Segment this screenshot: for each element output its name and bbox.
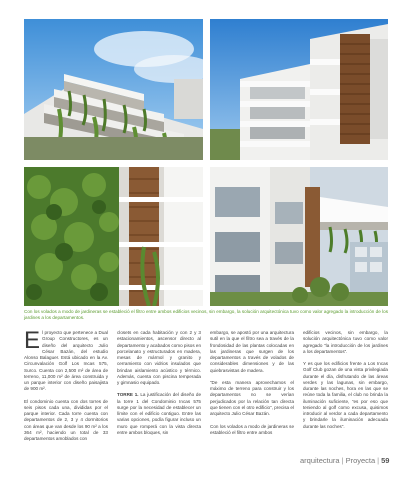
paragraph: closets en cada habitación y con 2 y 3 estacionamientos, ascensor directo al departamento y acabados como pisos en porcelanato y estructurados en madera, mesas de mármol y granito y cerramiento con vidrios insulados que brindan aislamiento acústico y térmico. Además, cuenta con piscina temperada y gimnasio equipado. — [117, 330, 202, 385]
footer-separator: | — [377, 456, 380, 465]
paragraph — [117, 392, 201, 436]
paragraph-text: La justificación del diseño de la torre 1 del Condominio Incas 575 surge por la necesidad de establecer un límite con el edificio contiguo. Entre las varias opciones, podía figurar incluso un muro que romperá con la vista directa entre ambos bloques, sin — [117, 392, 202, 435]
text-column-1 — [24, 327, 108, 449]
paragraph: El condominio cuenta con dos torres de seis pisos cada una, divididas por el parque interior. Cada torre cuenta con departamentos de 2, 3 y 4 dormitorios con áreas que van desde los 90 m² a los 364 m², haciendo un total de 33 departamentos amoblados con — [24, 398, 108, 442]
paragraph: Y es que los edificios frente a Los Incas Golf Club gozan de una vista privilegiada durante el día, disfrutando de las áreas verdes y las lagunas, sin embargo, durante las noches, hora en las que se reúne toda la familia, el club no brinda la iluminación suficiente, “es por eso que teniendo al golf como excusa, quisimos introducir al verdor a cada departamento y brindarle la iluminación adecuada durante las noches”. — [303, 361, 388, 429]
paragraph-text: l proyecto que pertenece a Dual Group Constructores, es un diseño del arquitecto Julio César Bazán, del estudio Alonso Balaguer. Está ubicado en la Av. Circunvalación Golf Los Incas 575, Surco. Cuenta con 2,500 m² de área de terreno, 11,000 m² de área construida y un parque interior con diseño paisajista de 900 m². — [24, 330, 108, 392]
section-lead: TORRE 1. — [117, 392, 139, 398]
photo-tower-wood-screens — [210, 19, 388, 160]
footer-section: arquitectura — [300, 456, 340, 465]
paragraph — [24, 327, 108, 393]
page-number: 59 — [381, 456, 390, 465]
photo-building-balconies-sky — [24, 19, 203, 160]
paragraph: edificios vecinos, sin embargo, la solución arquitectónica tuvo como valor agregado “la introducción de los jardines a los departamentos”. — [303, 330, 388, 354]
text-column-4 — [303, 330, 388, 436]
paragraph: Con los volados a modo de jardineras se estableció el filtro entre ambos — [210, 423, 294, 435]
photo-caption: Con los volados a modo de jardineras se estableció el filtro entre ambos edificios vecinos, sin embargo, la solución arquitectónica tuvo como valor agregado la introducción de los jardines a los departamentos. — [24, 309, 388, 321]
photo-courtyard-balconies — [210, 167, 388, 306]
footer-brand: Proyecta — [345, 456, 376, 465]
text-column-2 — [117, 330, 201, 442]
page-footer — [300, 456, 400, 465]
drop-cap: E — [24, 327, 41, 354]
paragraph: embargo, se apostó por una arquitectura sutil en la que el filtro sea a través de la frondosidad de las plantas colocadas en las jardineras que surgen de los departamentos a través de volados de considerables dimensiones y de las quiebrasvistas de madera. — [210, 330, 294, 373]
paragraph: “De esta manera aprovechamos el máximo de terreno para construir y los departamentos no se verían perjudicados por la relación tan directa que tienen con el otro edificio”, precisa el arquitecto Julio César Bazán. — [210, 379, 294, 417]
photo-vertical-garden — [24, 167, 203, 306]
footer-separator: | — [341, 456, 344, 465]
text-column-3 — [210, 330, 294, 442]
